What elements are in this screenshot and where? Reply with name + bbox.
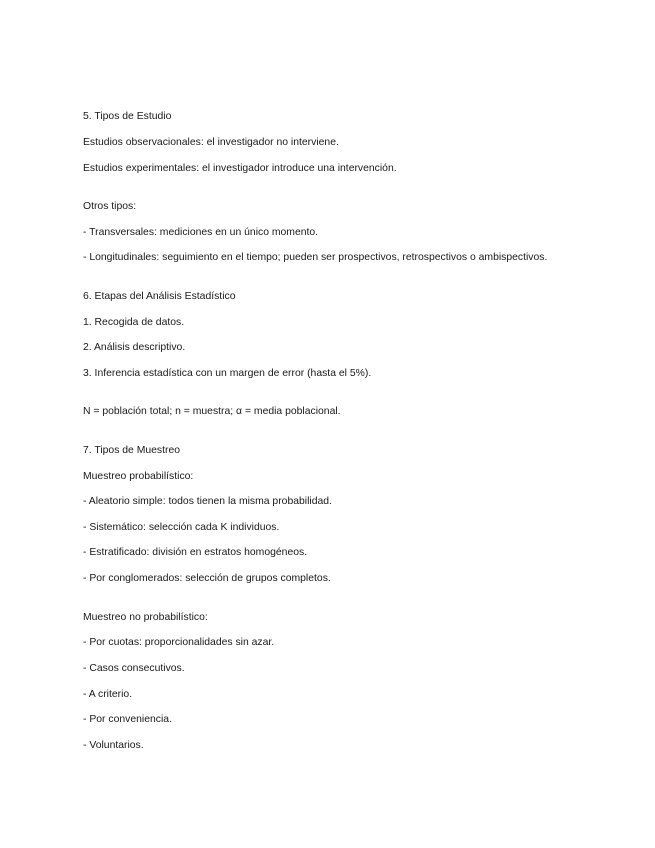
observational-studies-text: Estudios observacionales: el investigador no interviene. [83, 137, 339, 148]
cross-sectional-item: - Transversales: mediciones en un único momento. [83, 227, 319, 238]
probabilistic-item: - Por conglomerados: selección de grupos completos. [83, 573, 331, 584]
non-probabilistic-item: - Casos consecutivos. [83, 663, 185, 674]
stage-item: 3. Inferencia estadística con un margen de error (hasta el 5%). [83, 368, 372, 379]
probabilistic-item: - Estratificado: división en estratos homogéneos. [83, 547, 308, 558]
probabilistic-item: - Aleatorio simple: todos tienen la misma probabilidad. [83, 496, 332, 507]
probabilistic-item: - Sistemático: selección cada K individuos. [83, 522, 280, 533]
non-probabilistic-item: - Voluntarios. [83, 740, 144, 751]
other-types-label: Otros tipos: [83, 201, 137, 212]
notation-text: N = población total; n = muestra; α = media poblacional. [83, 406, 341, 417]
stage-item: 2. Análisis descriptivo. [83, 342, 186, 353]
longitudinal-item: - Longitudinales: seguimiento en el tiempo; pueden ser prospectivos, retrospectivos o ambispectivos. [83, 252, 548, 263]
stage-item: 1. Recogida de datos. [83, 317, 185, 328]
probabilistic-sampling-label: Muestreo probabilístico: [83, 471, 194, 482]
section-7-heading: 7. Tipos de Muestreo [83, 445, 181, 456]
section-5-heading: 5. Tipos de Estudio [83, 111, 172, 122]
non-probabilistic-item: - Por cuotas: proporcionalidades sin azar. [83, 637, 275, 648]
experimental-studies-text: Estudios experimentales: el investigador introduce una intervención. [83, 163, 397, 174]
section-6-heading: 6. Etapas del Análisis Estadístico [83, 291, 236, 302]
non-probabilistic-item: - A criterio. [83, 689, 133, 700]
non-probabilistic-item: - Por conveniencia. [83, 714, 172, 725]
non-probabilistic-sampling-label: Muestreo no probabilístico: [83, 612, 208, 623]
